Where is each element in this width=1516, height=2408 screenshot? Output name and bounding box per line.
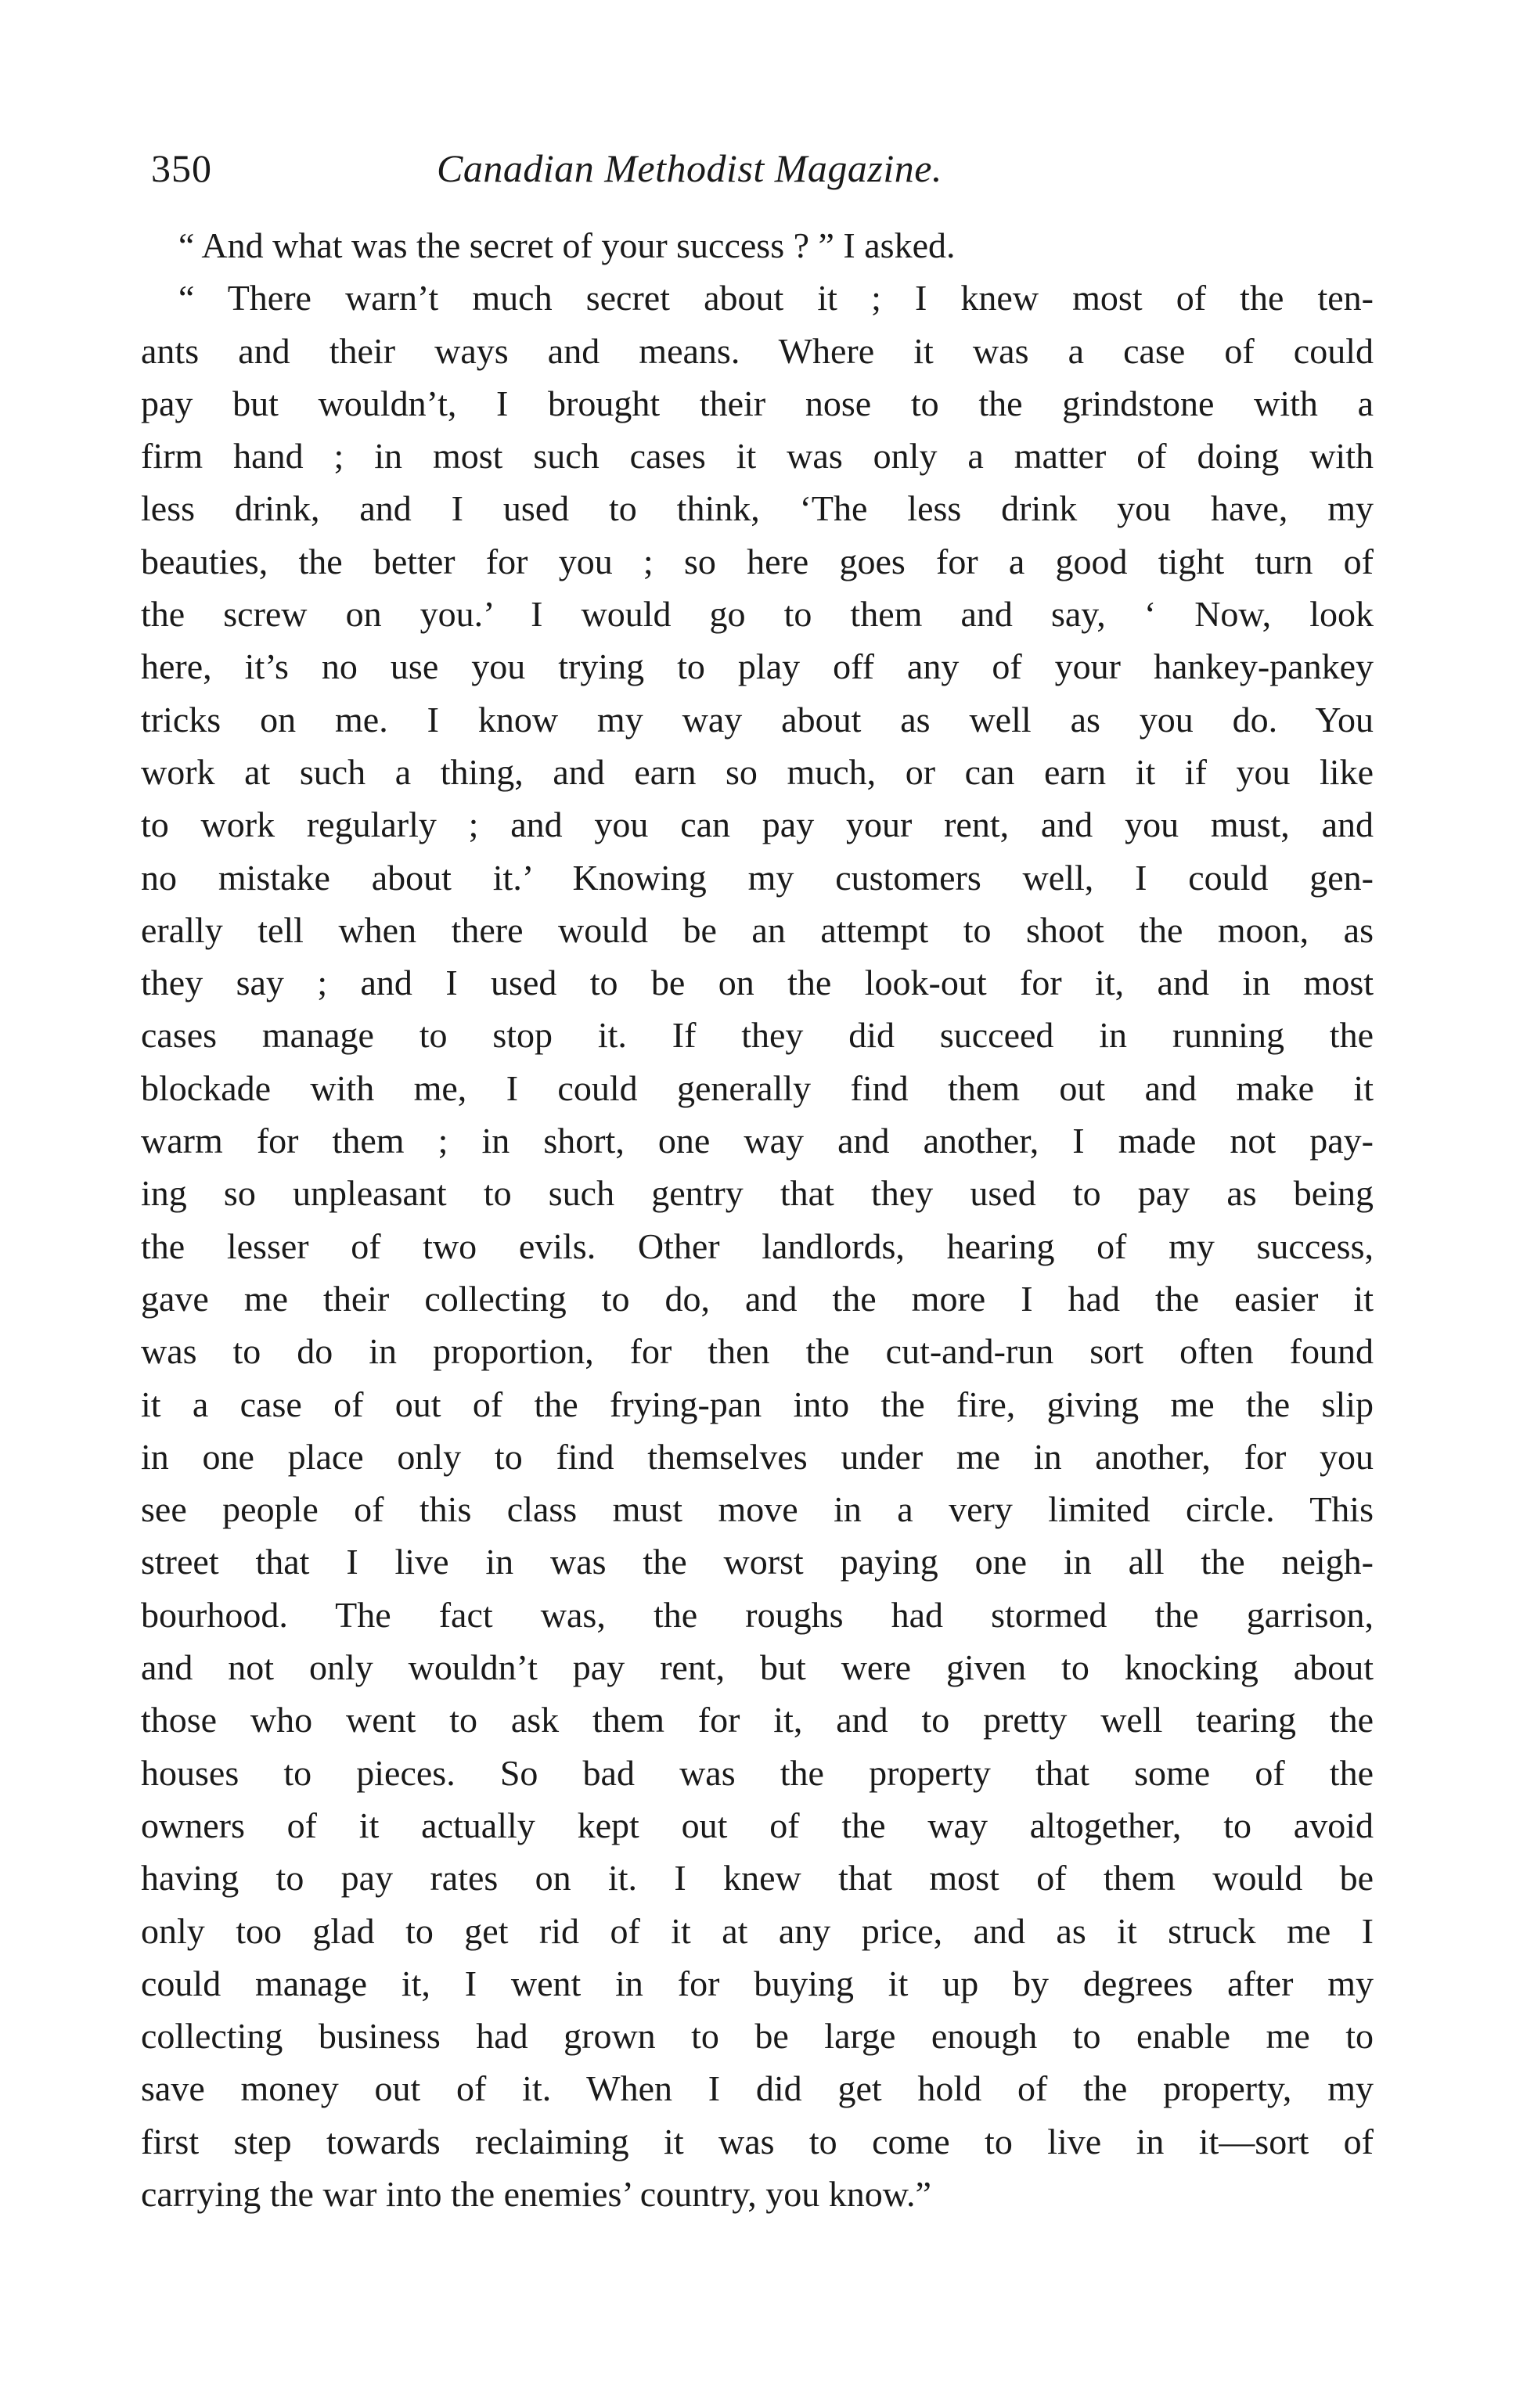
text-line: houses to pieces. So bad was the property that some of the: [141, 1752, 1374, 1793]
text-line: “ There warn’t much secret about it ; I knew most of the ten-: [178, 278, 1374, 319]
text-line: erally tell when there would be an attempt to shoot the moon, as: [141, 909, 1374, 950]
text-line: blockade with me, I could generally find them out and make it: [141, 1067, 1374, 1108]
text-line: the screw on you.’ I would go to them and say, ‘ Now, look: [141, 594, 1374, 635]
text-line: work at such a thing, and earn so much, or can earn it if you like: [141, 751, 1374, 792]
text-line: cases manage to stop it. If they did succeed in running the: [141, 1015, 1374, 1056]
text-line: save money out of it. When I did get hold of the property, my: [141, 2068, 1374, 2109]
text-line: only too glad to get rid of it at any price, and as it struck me I: [141, 1910, 1374, 1951]
text-line: to work regularly ; and you can pay your rent, and you must, and: [141, 804, 1374, 845]
text-line: in one place only to find themselves under me in another, for you: [141, 1436, 1374, 1477]
text-line: having to pay rates on it. I knew that most of them would be: [141, 1858, 1374, 1899]
text-line: and not only wouldn’t pay rent, but were given to knocking about: [141, 1647, 1374, 1688]
text-line: owners of it actually kept out of the way altogether, to avoid: [141, 1805, 1374, 1845]
text-line: see people of this class must move in a very limited circle. This: [141, 1489, 1374, 1530]
body-text: [141, 219, 1374, 2220]
text-line: it a case of out of the frying-pan into the fire, giving me the slip: [141, 1384, 1374, 1424]
text-line: they say ; and I used to be on the look-out for it, and in most: [141, 963, 1374, 1003]
text-line: street that I live in was the worst paying one in all the neigh-: [141, 1542, 1374, 1582]
text-line: the lesser of two evils. Other landlords, hearing of my success,: [141, 1226, 1374, 1266]
text-line: warm for them ; in short, one way and another, I made not pay-: [141, 1121, 1374, 1161]
text-line: less drink, and I used to think, ‘The less drink you have, my: [141, 488, 1374, 529]
text-line: ants and their ways and means. Where it was a case of could: [141, 330, 1374, 371]
text-line: here, it’s no use you trying to play off any of your hankey-pankey: [141, 646, 1374, 687]
text-line: carrying the war into the enemies’ country, you know.”: [141, 2173, 931, 2214]
text-line: ing so unpleasant to such gentry that they used to pay as being: [141, 1173, 1374, 1214]
text-line: collecting business had grown to be large enough to enable me to: [141, 2016, 1374, 2057]
text-line: first step towards reclaiming it was to come to live in it—sort of: [141, 2121, 1374, 2161]
text-line: “ And what was the secret of your success ? ” I asked.: [178, 225, 956, 265]
text-line: no mistake about it.’ Knowing my customers well, I could gen-: [141, 857, 1374, 898]
text-line: pay but wouldn’t, I brought their nose to the grindstone with a: [141, 383, 1374, 423]
running-head: Canadian Methodist Magazine.: [437, 146, 942, 190]
text-line: beauties, the better for you ; so here goes for a good tight turn of: [141, 541, 1374, 581]
text-line: could manage it, I went in for buying it up by degrees after my: [141, 1963, 1374, 2003]
text-line: tricks on me. I know my way about as well as you do. You: [141, 699, 1374, 740]
text-line: firm hand ; in most such cases it was only a matter of doing with: [141, 436, 1374, 477]
text-line: gave me their collecting to do, and the more I had the easier it: [141, 1278, 1374, 1319]
text-line: those who went to ask them for it, and to pretty well tearing the: [141, 1700, 1374, 1740]
text-line: bourhood. The fact was, the roughs had stormed the garrison,: [141, 1594, 1374, 1635]
page-number: 350: [151, 146, 212, 190]
text-line: was to do in proportion, for then the cut-and-run sort often found: [141, 1331, 1374, 1372]
page-header: [151, 137, 1372, 200]
